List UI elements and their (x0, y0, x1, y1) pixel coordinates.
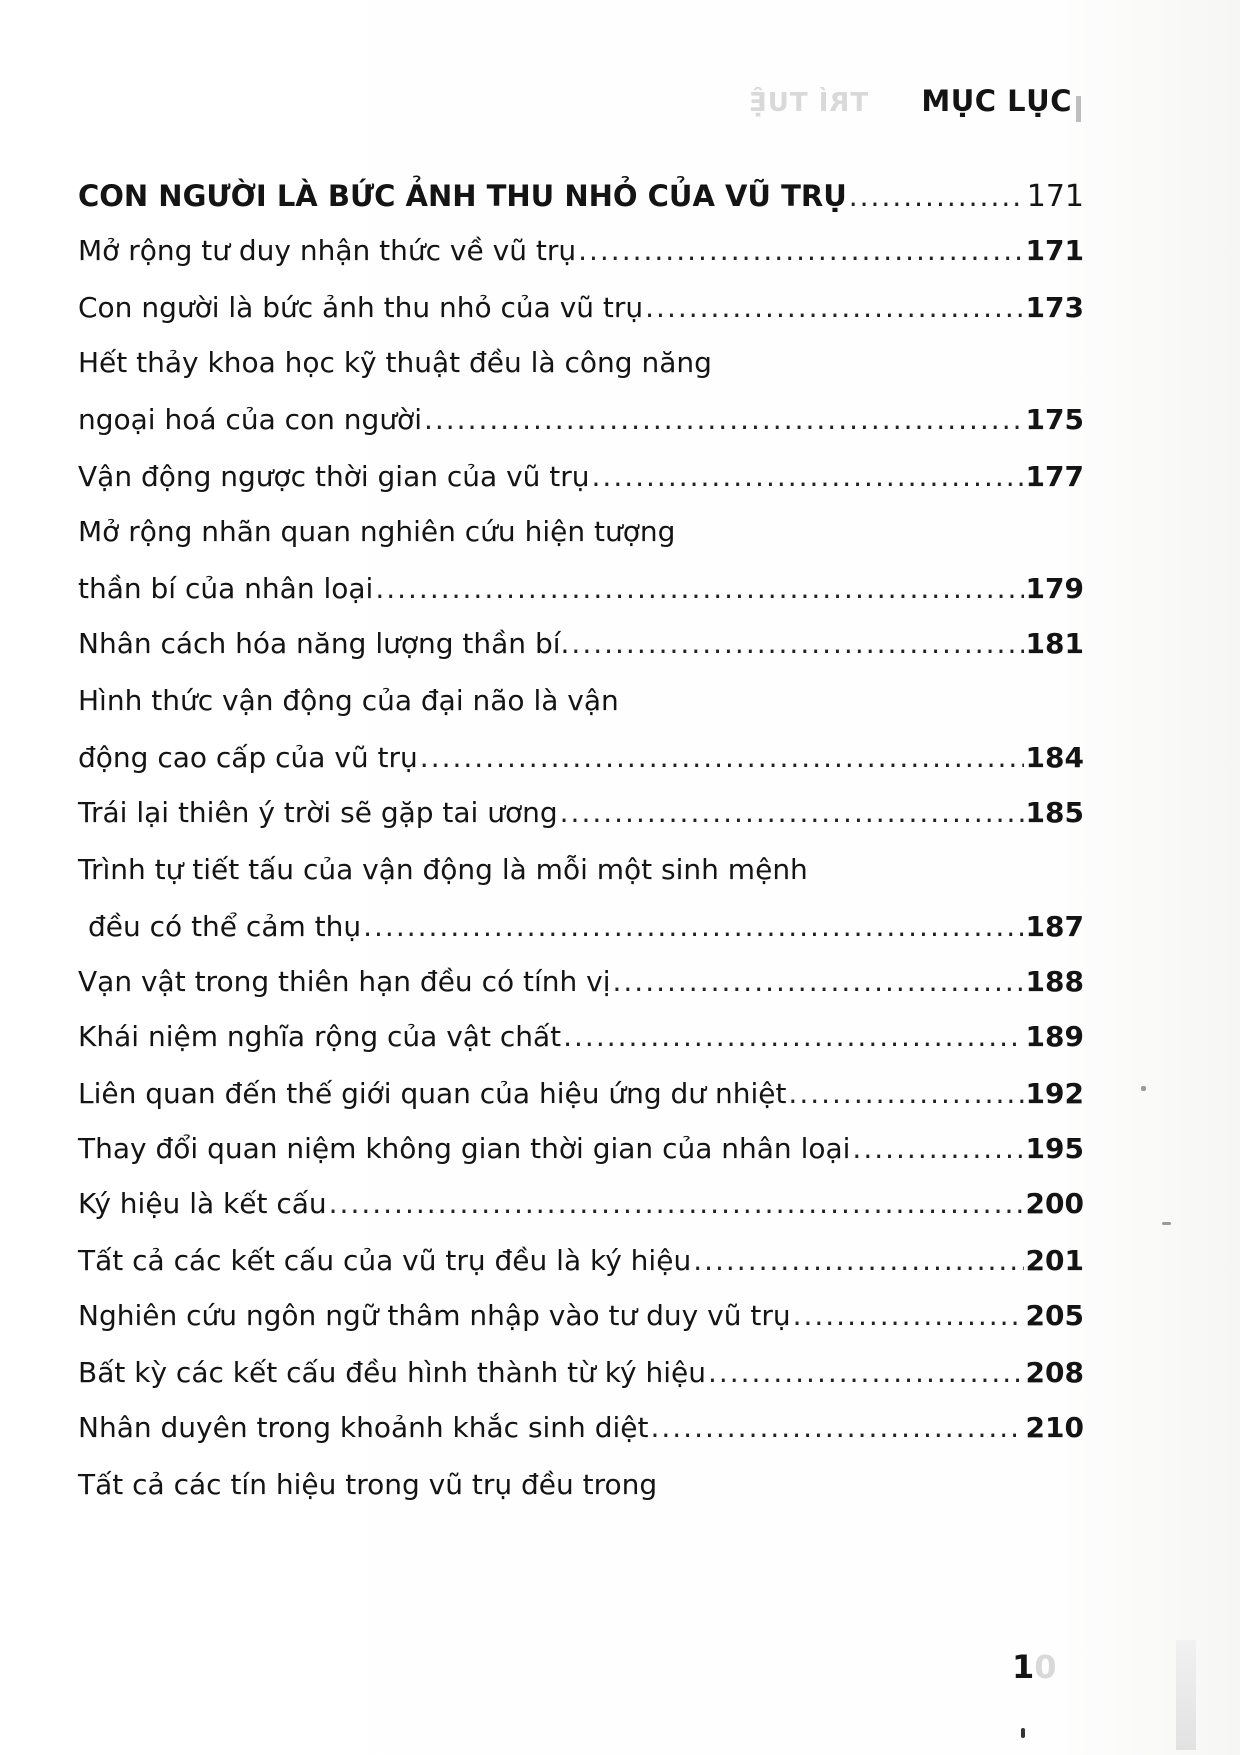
toc-entry-page: 175 (1025, 403, 1084, 436)
toc-entry-page: 179 (1025, 572, 1084, 605)
toc-entry[interactable] (78, 1296, 1084, 1336)
toc-entry-title: thần bí của nhân loại (78, 572, 374, 605)
scan-speck (1021, 1728, 1025, 1738)
toc-leader-dots (650, 1408, 1023, 1448)
toc-entry-page: 173 (1025, 291, 1084, 324)
page-number (1012, 1648, 1057, 1686)
toc-leader-dots (852, 1129, 1023, 1169)
toc-entry[interactable] (78, 343, 1084, 383)
toc-entry[interactable] (78, 288, 1084, 328)
toc-entry-title: Nhân cách hóa năng lượng thần bí. (78, 627, 570, 660)
toc-entry[interactable] (78, 1408, 1084, 1448)
toc-entry-title: Liên quan đến thế giới quan của hiệu ứng dư nhiệt (78, 1077, 787, 1110)
toc-entry[interactable] (78, 400, 1084, 440)
toc-entry[interactable] (78, 624, 1084, 664)
toc-leader-dots (645, 288, 1023, 328)
toc-entry-title: động cao cấp của vũ trụ (78, 741, 418, 774)
toc-leader-dots (613, 962, 1024, 1002)
toc-leader-dots (560, 793, 1024, 833)
toc-entry[interactable] (78, 1017, 1084, 1057)
toc-entry-title: Bất kỳ các kết cấu đều hình thành từ ký hiệu (78, 1356, 706, 1389)
toc-entry-page: 208 (1025, 1356, 1084, 1389)
toc-leader-dots (793, 1296, 1024, 1336)
toc-chapter-entry[interactable] (78, 176, 1084, 216)
toc-leader-dots (708, 1353, 1024, 1393)
toc-entry[interactable] (78, 1184, 1084, 1224)
toc-leader-dots (424, 400, 1024, 440)
toc-entry-title: Trình tự tiết tấu của vận động là mỗi một sinh mệnh (78, 853, 808, 886)
toc-leader-dots (592, 457, 1024, 497)
toc-entry[interactable] (78, 681, 1084, 721)
page-edge-shadow (1176, 1640, 1196, 1750)
toc-entry-title: Nhân duyên trong khoảnh khắc sinh diệt (78, 1411, 649, 1444)
toc-entry[interactable] (78, 1241, 1084, 1281)
page-header-title: MỤC LỤC (921, 84, 1072, 118)
toc-entry-page: 192 (1025, 1077, 1084, 1110)
toc-entry-page: 181 (1025, 627, 1084, 660)
page-number-digit: 1 (1012, 1648, 1035, 1686)
toc-entry[interactable] (78, 850, 1084, 890)
toc-entry-page: 184 (1025, 741, 1084, 774)
toc-entry[interactable] (78, 793, 1084, 833)
toc-entry-title: Con người là bức ảnh thu nhỏ của vũ trụ (78, 291, 644, 324)
toc-entry[interactable] (78, 457, 1084, 497)
toc-entry-page: 195 (1025, 1132, 1084, 1165)
toc-entry-title: Mở rộng tư duy nhận thức về vũ trụ (78, 234, 577, 267)
toc-leader-dots (849, 177, 1025, 217)
toc-entry[interactable] (78, 1129, 1084, 1169)
scan-speck (1162, 1222, 1171, 1225)
toc-entry-title: Hết thảy khoa học kỹ thuật đều là công năng (78, 346, 712, 379)
toc-entry-title: Ký hiệu là kết cấu (78, 1187, 327, 1220)
toc-entry-title: Nghiên cứu ngôn ngữ thâm nhập vào tư duy vũ trụ (78, 1299, 791, 1332)
toc-entry-title: Khái niệm nghĩa rộng của vật chất (78, 1020, 562, 1053)
toc-entry-page: 200 (1025, 1187, 1084, 1220)
toc-entry-title: Trái lại thiên ý trời sẽ gặp tai ương (78, 796, 558, 829)
toc-entry-page: 185 (1025, 796, 1084, 829)
toc-entry[interactable] (78, 1074, 1084, 1114)
toc-entry-page: 188 (1025, 965, 1084, 998)
header-edge-mark (1076, 96, 1081, 122)
toc-entry[interactable] (78, 569, 1084, 609)
toc-entry[interactable] (78, 962, 1084, 1002)
toc-entry-title: Thay đổi quan niệm không gian thời gian của nhân loại (78, 1132, 851, 1165)
toc-entry-title: Tất cả các kết cấu của vũ trụ đều là ký hiệu (78, 1244, 692, 1277)
toc-entry[interactable] (78, 1465, 1084, 1505)
toc-entry-title: Vạn vật trong thiên hạn đều có tính vị (78, 965, 611, 998)
toc-entry-page: 171 (1025, 234, 1084, 267)
toc-entry-page: 201 (1025, 1244, 1084, 1277)
toc-entry[interactable] (78, 231, 1084, 271)
toc-leader-dots (375, 569, 1023, 609)
toc-entry-title: Mở rộng nhãn quan nghiên cứu hiện tượng (78, 515, 676, 548)
toc-entry-title: CON NGƯỜI LÀ BỨC ẢNH THU NHỎ CỦA VŨ TRỤ (78, 179, 847, 213)
toc-entry[interactable] (78, 1353, 1084, 1393)
page-number-faded: 0 (1034, 1648, 1057, 1686)
toc-entry[interactable] (88, 907, 1084, 947)
toc-leader-dots (788, 1074, 1023, 1114)
toc-leader-dots (563, 1017, 1023, 1057)
toc-entry-page: 171 (1026, 179, 1084, 214)
toc-leader-dots (578, 231, 1023, 271)
toc-leader-dots (571, 624, 1023, 664)
toc-entry-title: đều có thể cảm thụ (88, 910, 362, 943)
toc-entry-title: Tất cả các tín hiệu trong vũ trụ đều trong (78, 1468, 658, 1501)
scan-speck (1141, 1086, 1146, 1091)
toc-entry-page: 205 (1025, 1299, 1084, 1332)
toc-entry-page: 210 (1025, 1411, 1084, 1444)
toc-entry-title: Hình thức vận động của đại não là vận (78, 684, 619, 717)
toc-leader-dots (363, 907, 1023, 947)
toc-entry[interactable] (78, 738, 1084, 778)
toc-entry-page: 189 (1025, 1020, 1084, 1053)
toc-entry-page: 187 (1025, 910, 1084, 943)
toc-entry-title: ngoại hoá của con người (78, 403, 422, 436)
mirrored-show-through-text: TRÍ TUỆ (748, 88, 869, 118)
toc-leader-dots (329, 1184, 1024, 1224)
toc-entry-title: Vận động ngược thời gian của vũ trụ (78, 460, 590, 493)
toc-leader-dots (693, 1241, 1023, 1281)
toc-entry-page: 177 (1025, 460, 1084, 493)
toc-entry[interactable] (78, 512, 1084, 552)
toc-leader-dots (420, 738, 1024, 778)
